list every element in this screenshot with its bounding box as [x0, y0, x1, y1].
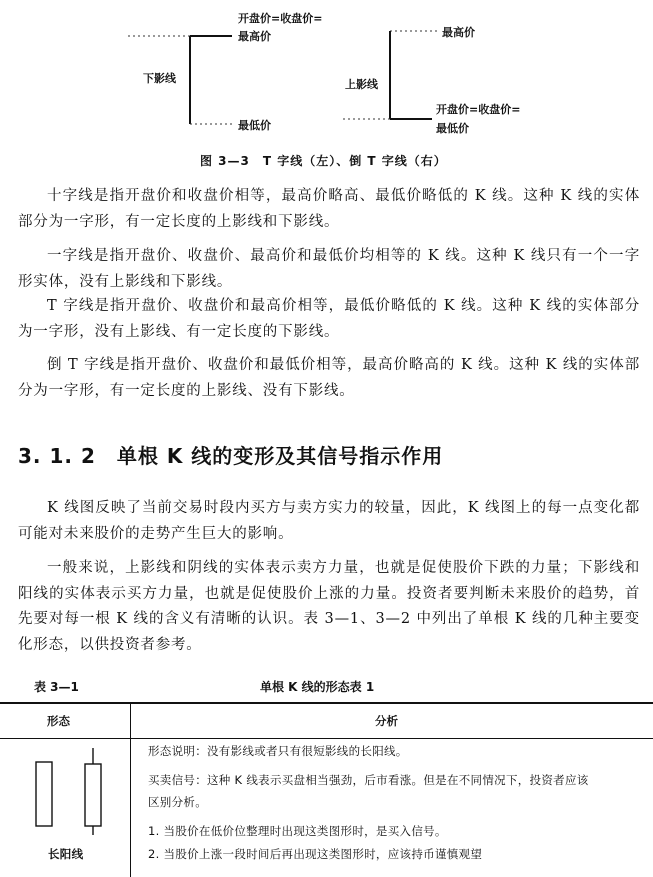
paragraph-inverted-t-line: 倒 T 字线是指开盘价、收盘价和最低价相等，最高价略高的 K 线。这种 K 线的实体部分为一字形，有一定长度的上影线、没有下影线。: [18, 357, 640, 399]
candle-no-shadow: [36, 762, 52, 826]
table-header-rule: [0, 738, 653, 739]
analysis-line-1: 形态说明：没有影线或者只有很短影线的长阳线。: [148, 744, 408, 758]
paragraph-one-line: 一字线是指开盘价、收盘价、最高价和最低价均相等的 K 线。这种 K 线只有一个一字形实体，没有上影线和下影线。: [18, 248, 640, 290]
section-heading: 3. 1. 2 单根 K 线的变形及其信号指示作用: [18, 444, 444, 468]
paragraph-cross-line: 十字线是指开盘价和收盘价相等，最高价略高、最低价略低的 K 线。这种 K 线的实体部分为一字形，有一定长度的上影线和下影线。: [18, 188, 640, 230]
left-top-label-2: 最高价: [238, 30, 271, 43]
table-title: 单根 K 线的形态表 1: [260, 680, 375, 694]
table-header-shape: 形态: [47, 714, 70, 728]
figure-caption: 图 3—3 T 字线（左）、倒 T 字线（右）: [200, 154, 447, 168]
analysis-line-4: 1. 当股价在低价位整理时出现这类图形时，是买入信号。: [148, 824, 447, 838]
right-side-label: 上影线: [345, 78, 378, 91]
candle-with-short-shadows: [85, 764, 101, 826]
table-top-rule: [0, 702, 653, 704]
right-bottom-label-2: 最低价: [436, 122, 469, 135]
table-column-divider: [130, 702, 131, 877]
paragraph-kline-meaning: 一般来说，上影线和阴线的实体表示卖方力量，也就是促使股价下跌的力量；下影线和阳线的实体表示买方力量，也就是促使股价上涨的力量。投资者要判断未来股价的趋势，首先要对每一根 K 线的含义有清晰的认识。表 3—1、3—2 中列出了单根 K 线的几种主要变化形态，以供投资者参考。: [18, 560, 640, 653]
analysis-line-2: 买卖信号：这种 K 线表示买盘相当强劲，后市看涨。但是在不同情况下，投资者应该: [148, 773, 589, 787]
paragraph-kline-intro: K 线图反映了当前交易时段内买方与卖方实力的较量，因此，K 线图上的每一点变化都可能对未来股价的走势产生巨大的影响。: [18, 500, 640, 542]
left-side-label: 下影线: [143, 72, 176, 85]
long-yang-candles: [0, 740, 130, 840]
table-number: 表 3—1: [34, 680, 79, 694]
analysis-line-5: 2. 当股价上涨一段时间后再出现这类图形时，应该持币谨慎观望: [148, 847, 483, 861]
t-line-diagrams: [0, 0, 653, 150]
shape-name-long-yang: 长阳线: [48, 847, 84, 861]
table-header-analysis: 分析: [375, 714, 398, 728]
right-bottom-label-1: 开盘价=收盘价=: [436, 103, 521, 116]
analysis-line-3: 区别分析。: [148, 795, 207, 809]
paragraph-t-line: T 字线是指开盘价、收盘价和最高价相等，最低价略低的 K 线。这种 K 线的实体部分为一字形，没有上影线、有一定长度的下影线。: [18, 298, 640, 340]
left-top-label-1: 开盘价=收盘价=: [238, 12, 323, 25]
right-top-label: 最高价: [442, 26, 475, 39]
left-bottom-label: 最低价: [238, 119, 271, 132]
